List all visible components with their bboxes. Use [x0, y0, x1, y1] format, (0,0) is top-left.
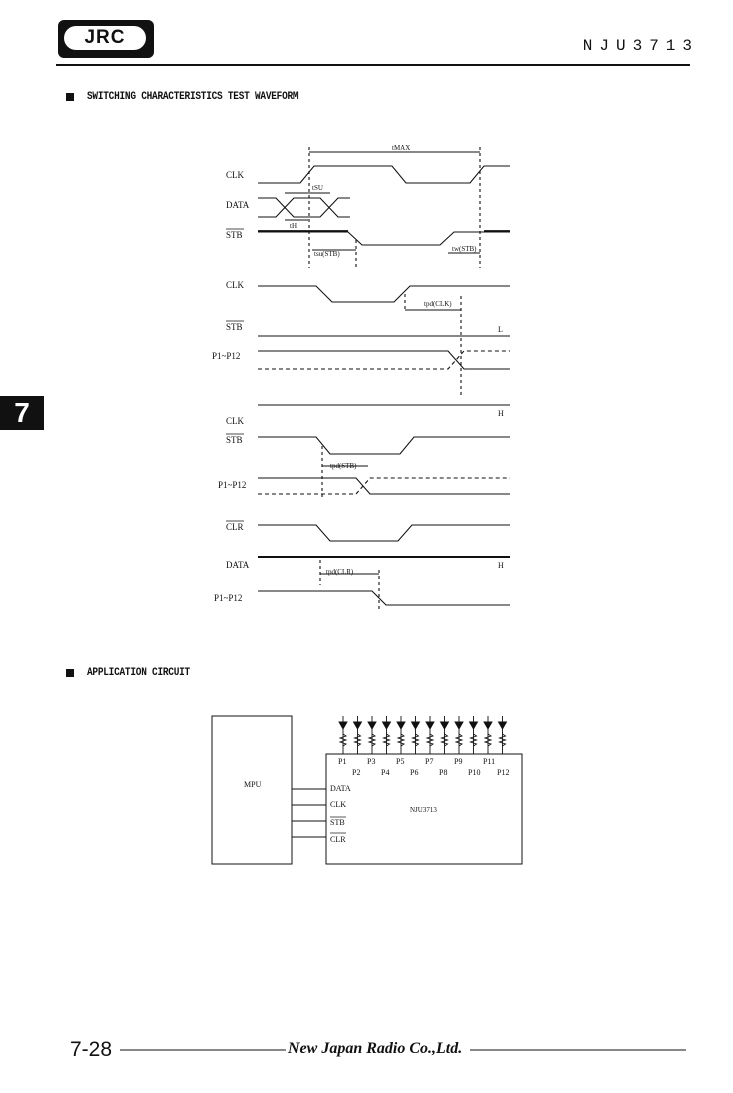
- chip-label: NJU3713: [410, 806, 437, 814]
- output-pin-label: P11: [483, 757, 496, 766]
- pin-clr: CLR: [330, 835, 346, 844]
- level-high-4: H: [498, 561, 504, 570]
- company-name: New Japan Radio Co.,Ltd.: [288, 1040, 463, 1057]
- chapter-tab: 7: [0, 396, 44, 430]
- logo-text: JRC: [84, 27, 126, 48]
- label-tpd-clr: tpd(CLR): [326, 568, 354, 576]
- label-tsu: tSU: [312, 184, 323, 192]
- pin-clk: CLK: [330, 800, 346, 809]
- mpu-label: MPU: [244, 780, 262, 789]
- label-p-4: P1~P12: [214, 593, 243, 603]
- application-section-title: APPLICATION CIRCUIT: [87, 667, 190, 679]
- pin-stb: STB: [330, 818, 345, 827]
- output-pin-label: P2: [352, 768, 361, 777]
- label-stb-1: STB: [226, 230, 243, 240]
- label-stb-2: STB: [226, 322, 243, 332]
- label-stb-3: STB: [226, 435, 243, 445]
- part-number: NJU3713: [582, 37, 699, 55]
- label-tsu-stb: tsu(STB): [314, 250, 340, 258]
- output-pin-label: P6: [410, 768, 419, 777]
- label-clk-1: CLK: [226, 170, 244, 180]
- label-tpd-clk: tpd(CLK): [424, 300, 452, 308]
- level-high-3: H: [498, 409, 504, 418]
- label-data-1: DATA: [226, 200, 250, 210]
- output-pin-label: P1: [338, 757, 347, 766]
- page-number: 7-28: [70, 1038, 113, 1061]
- pin-data: DATA: [330, 784, 351, 793]
- output-pin-label: P4: [381, 768, 390, 777]
- label-clk-3: CLK: [226, 416, 244, 426]
- label-data-4: DATA: [226, 560, 250, 570]
- label-clr-4: CLR: [226, 522, 244, 532]
- output-pin-label: P10: [468, 768, 481, 777]
- output-pin-label: P9: [454, 757, 463, 766]
- output-pin-label: P5: [396, 757, 405, 766]
- output-pin-label: P8: [439, 768, 448, 777]
- output-pin-label: P12: [497, 768, 510, 777]
- label-p-2: P1~P12: [212, 351, 241, 361]
- label-clk-2: CLK: [226, 280, 244, 290]
- label-tw-stb: tw(STB): [452, 245, 477, 253]
- label-tmax: tMAX: [392, 144, 411, 152]
- output-pin-label: P7: [425, 757, 434, 766]
- output-pin-label: P3: [367, 757, 376, 766]
- label-p-3: P1~P12: [218, 480, 247, 490]
- level-low: L: [498, 325, 503, 334]
- waveform-section-title: SWITCHING CHARACTERISTICS TEST WAVEFORM: [87, 91, 299, 103]
- label-tpd-stb: tpd(STB): [330, 462, 357, 470]
- label-th: tH: [290, 222, 297, 230]
